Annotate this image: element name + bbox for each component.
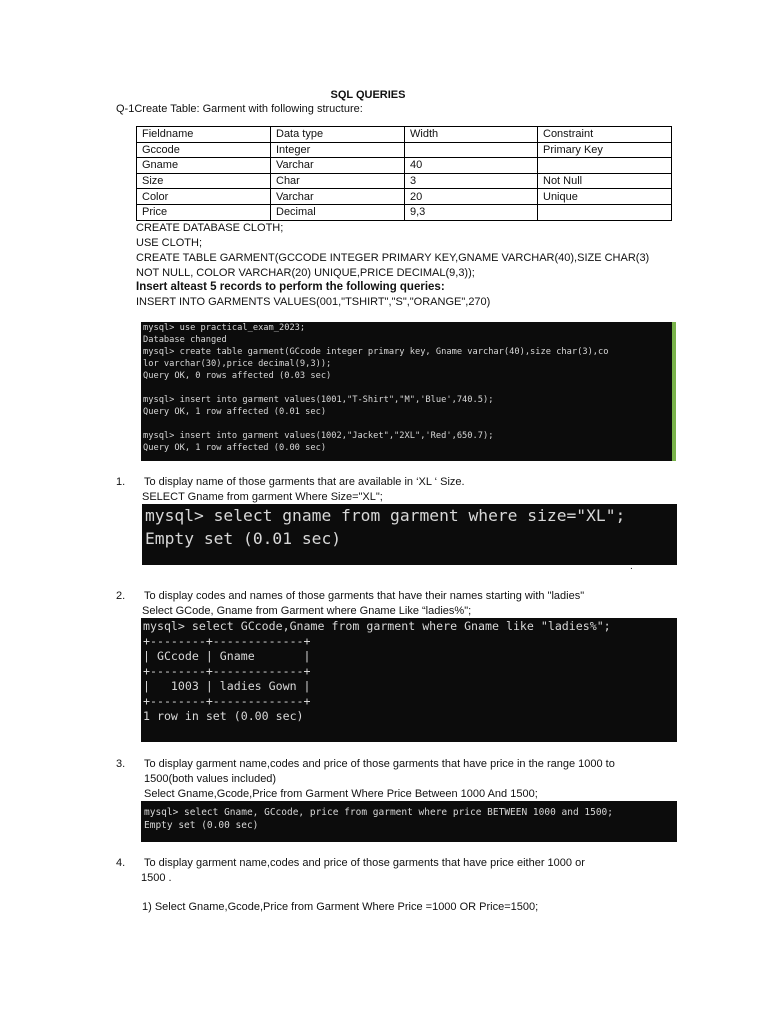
- sql-line: CREATE DATABASE CLOTH;: [136, 222, 284, 234]
- sql-line: NOT NULL, COLOR VARCHAR(20) UNIQUE,PRICE DECIMAL(9,3));: [136, 267, 475, 279]
- table-cell: [538, 158, 672, 174]
- table-cell: Char: [271, 173, 405, 189]
- terminal-line: mysql> select Gname, GCcode, price from garment where price BETWEEN 1000 and 1500;: [144, 807, 613, 818]
- sql-line: CREATE TABLE GARMENT(GCCODE INTEGER PRIMARY KEY,GNAME VARCHAR(40),SIZE CHAR(3): [136, 252, 650, 264]
- insert-example: INSERT INTO GARMENTS VALUES(001,"TSHIRT","S","ORANGE",270): [136, 296, 491, 308]
- terminal-line: [143, 382, 672, 394]
- question-number: 3.: [116, 758, 126, 770]
- table-header-row: [137, 127, 672, 143]
- question-text: To display name of those garments that are available in ‘XL ‘ Size.: [144, 476, 465, 488]
- table-cell: Size: [137, 173, 271, 189]
- question-number: 2.: [116, 590, 126, 602]
- table-cell: Decimal: [271, 204, 405, 220]
- table-cell: Varchar: [271, 158, 405, 174]
- question-sql: 1) Select Gname,Gcode,Price from Garment Where Price =1000 OR Price=1500;: [142, 901, 539, 913]
- terminal-line: [143, 418, 672, 430]
- table-cell: Varchar: [271, 189, 405, 205]
- screenshot-edge: [672, 322, 676, 461]
- header-cell: Data type: [271, 127, 405, 143]
- terminal-line: Query OK, 1 row affected (0.01 sec): [143, 407, 327, 417]
- table-row: [137, 189, 672, 205]
- terminal-line: Empty set (0.01 sec): [145, 529, 342, 548]
- question-text: To display codes and names of those garments that have their names starting with "ladies": [144, 590, 585, 602]
- question-sql: Select GCode, Gname from Garment where Gname Like “ladies%";: [142, 605, 472, 617]
- terminal-screenshot-q2: [141, 618, 677, 742]
- insert-heading: Insert alteast 5 records to perform the following queries:: [136, 281, 445, 293]
- terminal-screenshot-q1: [142, 504, 677, 565]
- sql-line: USE CLOTH;: [136, 237, 203, 249]
- table-cell: [538, 204, 672, 220]
- terminal-line: mysql> select GCcode,Gname from garment where Gname like "ladies%";: [143, 619, 611, 633]
- table-row: [137, 158, 672, 174]
- terminal-screenshot-create: [141, 322, 672, 461]
- question-text: 1500(both values included): [144, 773, 277, 785]
- table-cell: Not Null: [538, 173, 672, 189]
- table-cell: Primary Key: [538, 142, 672, 158]
- table-cell: Integer: [271, 142, 405, 158]
- terminal-screenshot-q3: [141, 801, 677, 842]
- terminal-line: +--------+-------------+: [143, 664, 311, 678]
- question-sql: SELECT Gname from garment Where Size="XL";: [142, 491, 383, 503]
- header-cell: Fieldname: [137, 127, 271, 143]
- terminal-line: Database changed: [143, 335, 227, 345]
- terminal-line: +--------+-------------+: [143, 694, 311, 708]
- question-sql: Select Gname,Gcode,Price from Garment Where Price Between 1000 And 1500;: [144, 788, 538, 800]
- table-row: [137, 204, 672, 220]
- terminal-line: | 1003 | ladies Gown |: [143, 679, 311, 693]
- table-cell: Gccode: [137, 142, 271, 158]
- table-row: [137, 142, 672, 158]
- terminal-line: mysql> create table garment(GCcode integer primary key, Gname varchar(40),size char(3),co: [143, 347, 609, 357]
- terminal-line: +--------+-------------+: [143, 634, 311, 648]
- terminal-line: lor varchar(30),price decimal(9,3));: [143, 359, 332, 369]
- terminal-line: mysql> use practical_exam_2023;: [143, 323, 306, 333]
- structure-table: [136, 126, 672, 221]
- table-cell: Gname: [137, 158, 271, 174]
- table-cell: Price: [137, 204, 271, 220]
- question-text: To display garment name,codes and price of those garments that have price either 1000 or: [144, 857, 585, 869]
- table-cell: 3: [405, 173, 538, 189]
- terminal-line: mysql> insert into garment values(1002,"Jacket","2XL",'Red',650.7);: [143, 431, 494, 441]
- question-number: 4.: [116, 857, 126, 869]
- table-cell: 20: [405, 189, 538, 205]
- question-text: 1500 .: [141, 872, 172, 884]
- header-cell: Constraint: [538, 127, 672, 143]
- header-cell: Width: [405, 127, 538, 143]
- stray-mark: .: [630, 561, 633, 572]
- table-cell: 40: [405, 158, 538, 174]
- terminal-line: mysql> select gname from garment where size="XL";: [145, 506, 626, 525]
- question-heading: Q-1Create Table: Garment with following structure:: [116, 103, 363, 115]
- table-cell: Color: [137, 189, 271, 205]
- terminal-line: Query OK, 1 row affected (0.00 sec): [143, 443, 327, 453]
- table-cell: Unique: [538, 189, 672, 205]
- terminal-line: | GCcode | Gname |: [143, 649, 311, 663]
- terminal-line: Query OK, 0 rows affected (0.03 sec): [143, 371, 332, 381]
- question-text: To display garment name,codes and price of those garments that have price in the range 1000 to: [144, 758, 615, 770]
- table-row: [137, 173, 672, 189]
- terminal-line: 1 row in set (0.00 sec): [143, 709, 304, 723]
- table-cell: 9,3: [405, 204, 538, 220]
- terminal-line: mysql> insert into garment values(1001,"T-Shirt","M",'Blue',740.5);: [143, 395, 494, 405]
- terminal-line: Empty set (0.00 sec): [144, 820, 259, 831]
- question-number: 1.: [116, 476, 126, 488]
- table-cell: [405, 142, 538, 158]
- page-title: SQL QUERIES: [330, 89, 406, 101]
